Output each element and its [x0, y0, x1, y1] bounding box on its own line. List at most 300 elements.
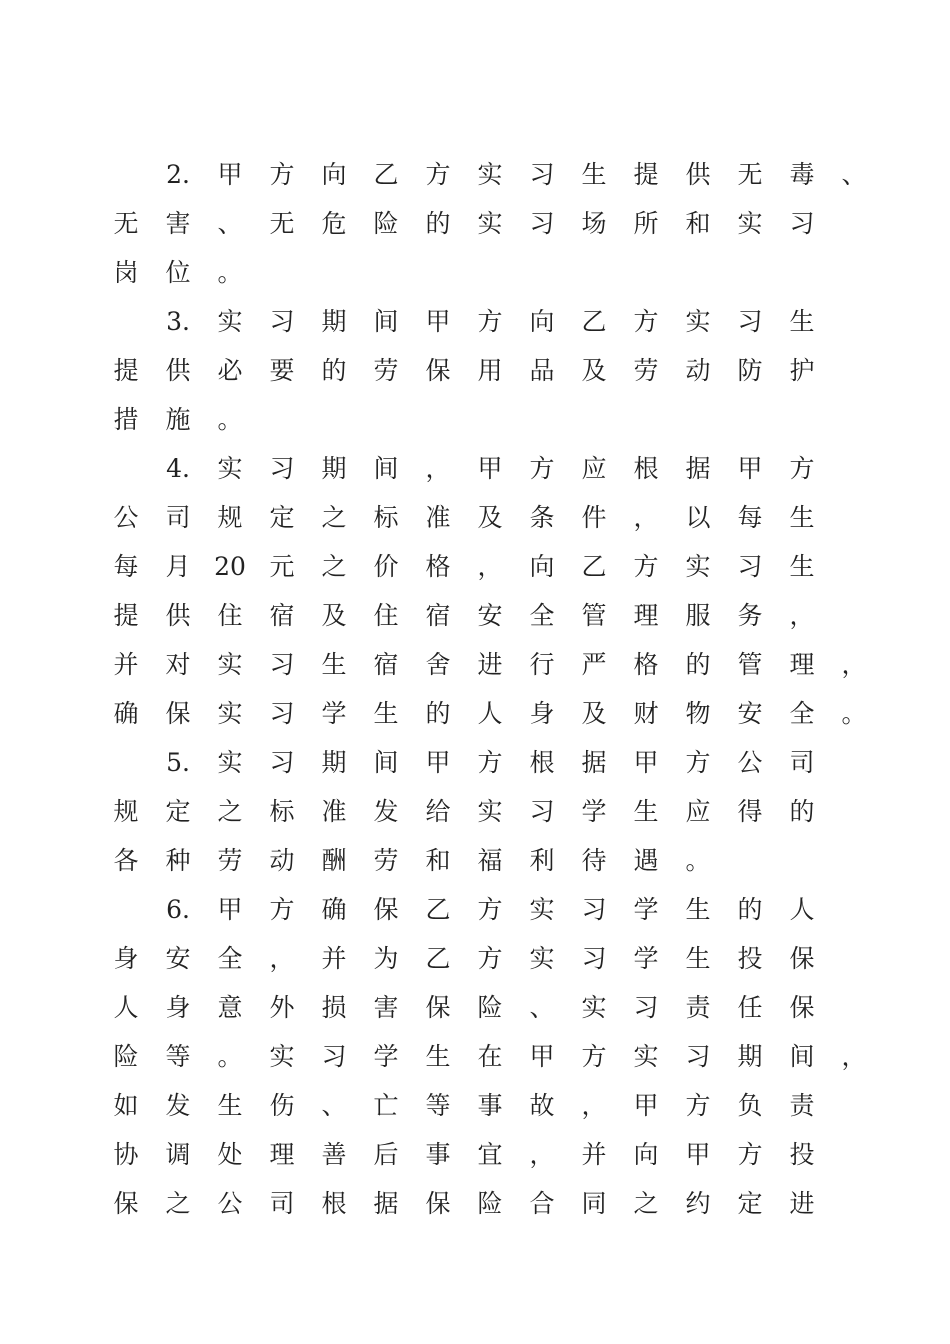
- glyph: 危: [321, 209, 347, 238]
- glyph: 价: [373, 552, 399, 581]
- glyph: 供: [165, 601, 191, 630]
- glyph: 乙: [581, 552, 607, 581]
- line-18: [0, 991, 950, 1040]
- glyph: 位: [165, 258, 191, 287]
- glyph: 安: [165, 944, 191, 973]
- glyph: 生: [789, 503, 815, 532]
- glyph: 无: [737, 160, 763, 189]
- glyph: 险: [477, 993, 503, 1022]
- glyph: 实: [217, 699, 243, 728]
- glyph: 甲: [633, 1091, 659, 1120]
- glyph: 根: [529, 748, 555, 777]
- glyph: 学: [321, 699, 347, 728]
- glyph: 。: [685, 846, 711, 875]
- glyph: 向: [529, 552, 555, 581]
- glyph: 并: [113, 650, 139, 679]
- glyph: 住: [217, 601, 243, 630]
- glyph: 及: [477, 503, 503, 532]
- glyph: 福: [477, 846, 503, 875]
- glyph: 向: [529, 307, 555, 336]
- glyph: 等: [425, 1091, 451, 1120]
- line-20: [0, 1089, 950, 1138]
- line-19: [0, 1040, 950, 1089]
- line-6: [0, 403, 950, 452]
- line-15: [0, 844, 950, 893]
- glyph: 习: [269, 699, 295, 728]
- line-9: [0, 550, 950, 599]
- glyph: 的: [685, 650, 711, 679]
- glyph: ，: [269, 944, 295, 973]
- glyph: 劳: [373, 846, 399, 875]
- glyph: 方: [425, 160, 451, 189]
- glyph: ，: [841, 650, 867, 679]
- glyph: 向: [633, 1140, 659, 1169]
- glyph: 公: [217, 1189, 243, 1218]
- glyph: 习: [737, 552, 763, 581]
- glyph: 和: [685, 209, 711, 238]
- line-3: [0, 256, 950, 305]
- glyph: 方: [477, 895, 503, 924]
- glyph: 伤: [269, 1091, 295, 1120]
- glyph: 期: [321, 307, 347, 336]
- glyph: 习: [737, 307, 763, 336]
- glyph: 进: [789, 1189, 815, 1218]
- glyph: 每: [737, 503, 763, 532]
- glyph: 甲: [633, 748, 659, 777]
- glyph: 毒: [789, 160, 815, 189]
- glyph: 实: [477, 209, 503, 238]
- line-8: [0, 501, 950, 550]
- glyph: 据: [685, 454, 711, 483]
- glyph: 害: [165, 209, 191, 238]
- glyph: 月: [165, 552, 191, 581]
- glyph: 之: [217, 797, 243, 826]
- glyph: 甲: [217, 160, 243, 189]
- glyph: 并: [581, 1140, 607, 1169]
- glyph: 宿: [425, 601, 451, 630]
- glyph: 20: [214, 552, 246, 581]
- glyph: 、: [841, 160, 867, 189]
- glyph: 件: [581, 503, 607, 532]
- glyph: 的: [425, 699, 451, 728]
- glyph: ，: [477, 552, 503, 581]
- line-1: [0, 158, 950, 207]
- glyph: 险: [113, 1042, 139, 1071]
- glyph: 所: [633, 209, 659, 238]
- glyph: 安: [477, 601, 503, 630]
- line-17: [0, 942, 950, 991]
- glyph: 习: [529, 797, 555, 826]
- glyph: 甲: [425, 307, 451, 336]
- glyph: 处: [217, 1140, 243, 1169]
- glyph: 同: [581, 1189, 607, 1218]
- glyph: 实: [477, 160, 503, 189]
- line-13: [0, 746, 950, 795]
- glyph: 发: [165, 1091, 191, 1120]
- glyph: 司: [789, 748, 815, 777]
- glyph: 学: [581, 797, 607, 826]
- glyph: 向: [321, 160, 347, 189]
- glyph: 学: [633, 895, 659, 924]
- glyph: 生: [373, 699, 399, 728]
- glyph: 用: [477, 356, 503, 385]
- glyph: 全: [529, 601, 555, 630]
- glyph: 生: [633, 797, 659, 826]
- glyph: 方: [737, 1140, 763, 1169]
- glyph: 实: [269, 1042, 295, 1071]
- glyph: 全: [217, 944, 243, 973]
- glyph: 宜: [477, 1140, 503, 1169]
- glyph: 定: [269, 503, 295, 532]
- glyph: 生: [685, 944, 711, 973]
- glyph: 供: [685, 160, 711, 189]
- glyph: 学: [373, 1042, 399, 1071]
- glyph: 期: [737, 1042, 763, 1071]
- glyph: 习: [269, 454, 295, 483]
- glyph: 责: [685, 993, 711, 1022]
- glyph: 各: [113, 846, 139, 875]
- glyph: 提: [633, 160, 659, 189]
- glyph: 利: [529, 846, 555, 875]
- glyph: 财: [633, 699, 659, 728]
- glyph: ，: [841, 1042, 867, 1071]
- glyph: 定: [165, 797, 191, 826]
- glyph: 投: [737, 944, 763, 973]
- glyph: 动: [269, 846, 295, 875]
- glyph: 期: [321, 454, 347, 483]
- glyph: 方: [633, 307, 659, 336]
- glyph: 应: [581, 454, 607, 483]
- glyph: 甲: [425, 748, 451, 777]
- glyph: 实: [217, 307, 243, 336]
- glyph: 甲: [529, 1042, 555, 1071]
- glyph: 、: [217, 209, 243, 238]
- glyph: 之: [633, 1189, 659, 1218]
- glyph: 宿: [373, 650, 399, 679]
- glyph: 、: [529, 993, 555, 1022]
- glyph: 及: [581, 699, 607, 728]
- glyph: 标: [269, 797, 295, 826]
- glyph: 实: [217, 650, 243, 679]
- line-10: [0, 599, 950, 648]
- glyph: 准: [425, 503, 451, 532]
- glyph: 对: [165, 650, 191, 679]
- glyph: 劳: [217, 846, 243, 875]
- glyph: 根: [633, 454, 659, 483]
- glyph: 防: [737, 356, 763, 385]
- glyph: 元: [269, 552, 295, 581]
- glyph: 故: [529, 1091, 555, 1120]
- line-5: [0, 354, 950, 403]
- glyph: 间: [373, 307, 399, 336]
- glyph: 间: [373, 454, 399, 483]
- line-4: [0, 305, 950, 354]
- glyph: 护: [789, 356, 815, 385]
- glyph: 5.: [166, 748, 190, 777]
- glyph: 待: [581, 846, 607, 875]
- glyph: 协: [113, 1140, 139, 1169]
- glyph: 习: [529, 209, 555, 238]
- glyph: 司: [269, 1189, 295, 1218]
- line-11: [0, 648, 950, 697]
- line-16: [0, 893, 950, 942]
- glyph: 必: [217, 356, 243, 385]
- glyph: 方: [581, 1042, 607, 1071]
- glyph: 生: [789, 552, 815, 581]
- glyph: 要: [269, 356, 295, 385]
- glyph: 实: [737, 209, 763, 238]
- glyph: 的: [321, 356, 347, 385]
- glyph: 管: [737, 650, 763, 679]
- glyph: 保: [373, 895, 399, 924]
- line-21: [0, 1138, 950, 1187]
- glyph: 条: [529, 503, 555, 532]
- glyph: 管: [581, 601, 607, 630]
- glyph: 2.: [166, 160, 190, 189]
- glyph: 生: [425, 1042, 451, 1071]
- glyph: 等: [165, 1042, 191, 1071]
- glyph: 进: [477, 650, 503, 679]
- glyph: 约: [685, 1189, 711, 1218]
- glyph: 4.: [166, 454, 190, 483]
- glyph: 保: [425, 356, 451, 385]
- glyph: 实: [633, 1042, 659, 1071]
- glyph: 保: [165, 699, 191, 728]
- glyph: 险: [477, 1189, 503, 1218]
- glyph: 身: [165, 993, 191, 1022]
- glyph: 供: [165, 356, 191, 385]
- glyph: 施: [165, 405, 191, 434]
- glyph: 实: [685, 552, 711, 581]
- glyph: 实: [529, 895, 555, 924]
- glyph: 习: [529, 160, 555, 189]
- line-22: [0, 1187, 950, 1236]
- glyph: 习: [269, 650, 295, 679]
- glyph: 乙: [425, 895, 451, 924]
- glyph: 定: [737, 1189, 763, 1218]
- glyph: 方: [269, 160, 295, 189]
- glyph: ，: [581, 1091, 607, 1120]
- glyph: 损: [321, 993, 347, 1022]
- glyph: 方: [633, 552, 659, 581]
- glyph: 以: [685, 503, 711, 532]
- glyph: 保: [113, 1189, 139, 1218]
- glyph: 服: [685, 601, 711, 630]
- glyph: 实: [581, 993, 607, 1022]
- glyph: 习: [789, 209, 815, 238]
- glyph: 保: [789, 944, 815, 973]
- glyph: 全: [789, 699, 815, 728]
- glyph: 的: [789, 797, 815, 826]
- glyph: 在: [477, 1042, 503, 1071]
- glyph: 、: [321, 1091, 347, 1120]
- glyph: 保: [425, 993, 451, 1022]
- glyph: 务: [737, 601, 763, 630]
- glyph: 身: [529, 699, 555, 728]
- glyph: 甲: [477, 454, 503, 483]
- glyph: 动: [685, 356, 711, 385]
- glyph: 住: [373, 601, 399, 630]
- glyph: 乙: [373, 160, 399, 189]
- glyph: 习: [321, 1042, 347, 1071]
- glyph: 责: [789, 1091, 815, 1120]
- glyph: 根: [321, 1189, 347, 1218]
- glyph: 险: [373, 209, 399, 238]
- glyph: 提: [113, 356, 139, 385]
- glyph: 每: [113, 552, 139, 581]
- glyph: 实: [529, 944, 555, 973]
- glyph: 保: [789, 993, 815, 1022]
- glyph: 劳: [373, 356, 399, 385]
- glyph: 为: [373, 944, 399, 973]
- line-7: [0, 452, 950, 501]
- glyph: 3.: [166, 307, 190, 336]
- glyph: ，: [633, 503, 659, 532]
- glyph: 舍: [425, 650, 451, 679]
- glyph: 保: [425, 1189, 451, 1218]
- glyph: 确: [321, 895, 347, 924]
- glyph: 方: [529, 454, 555, 483]
- glyph: 甲: [737, 454, 763, 483]
- glyph: 学: [633, 944, 659, 973]
- glyph: 据: [581, 748, 607, 777]
- glyph: 的: [737, 895, 763, 924]
- glyph: 生: [685, 895, 711, 924]
- glyph: 事: [425, 1140, 451, 1169]
- glyph: 方: [477, 944, 503, 973]
- glyph: 害: [373, 993, 399, 1022]
- glyph: 应: [685, 797, 711, 826]
- glyph: 公: [737, 748, 763, 777]
- glyph: 。: [217, 1042, 243, 1071]
- glyph: 安: [737, 699, 763, 728]
- glyph: 种: [165, 846, 191, 875]
- glyph: 规: [217, 503, 243, 532]
- glyph: 间: [789, 1042, 815, 1071]
- glyph: 后: [373, 1140, 399, 1169]
- glyph: 生: [217, 1091, 243, 1120]
- line-2: [0, 207, 950, 256]
- glyph: 规: [113, 797, 139, 826]
- glyph: 方: [685, 748, 711, 777]
- glyph: 标: [373, 503, 399, 532]
- glyph: 岗: [113, 258, 139, 287]
- glyph: 准: [321, 797, 347, 826]
- glyph: 品: [529, 356, 555, 385]
- glyph: 间: [373, 748, 399, 777]
- glyph: 6.: [166, 895, 190, 924]
- glyph: 习: [581, 944, 607, 973]
- glyph: 甲: [217, 895, 243, 924]
- glyph: 得: [737, 797, 763, 826]
- glyph: 实: [477, 797, 503, 826]
- glyph: 实: [217, 748, 243, 777]
- glyph: ，: [789, 601, 815, 630]
- glyph: 严: [581, 650, 607, 679]
- glyph: 提: [113, 601, 139, 630]
- glyph: 生: [321, 650, 347, 679]
- glyph: 。: [217, 258, 243, 287]
- glyph: 生: [789, 307, 815, 336]
- glyph: 外: [269, 993, 295, 1022]
- glyph: 无: [113, 209, 139, 238]
- glyph: 亡: [373, 1091, 399, 1120]
- glyph: 措: [113, 405, 139, 434]
- glyph: 。: [217, 405, 243, 434]
- glyph: 之: [165, 1189, 191, 1218]
- glyph: 人: [477, 699, 503, 728]
- glyph: 行: [529, 650, 555, 679]
- line-12: [0, 697, 950, 746]
- glyph: 。: [841, 699, 867, 728]
- glyph: 实: [217, 454, 243, 483]
- glyph: 及: [581, 356, 607, 385]
- glyph: 确: [113, 699, 139, 728]
- glyph: 调: [165, 1140, 191, 1169]
- glyph: 宿: [269, 601, 295, 630]
- glyph: 习: [685, 1042, 711, 1071]
- glyph: 理: [633, 601, 659, 630]
- glyph: 合: [529, 1189, 555, 1218]
- glyph: 乙: [581, 307, 607, 336]
- glyph: 发: [373, 797, 399, 826]
- glyph: 习: [581, 895, 607, 924]
- glyph: 司: [165, 503, 191, 532]
- glyph: 方: [477, 307, 503, 336]
- glyph: 之: [321, 503, 347, 532]
- glyph: 方: [685, 1091, 711, 1120]
- glyph: 如: [113, 1091, 139, 1120]
- glyph: 物: [685, 699, 711, 728]
- glyph: 方: [269, 895, 295, 924]
- glyph: 公: [113, 503, 139, 532]
- glyph: 据: [373, 1189, 399, 1218]
- glyph: 遇: [633, 846, 659, 875]
- glyph: 习: [269, 307, 295, 336]
- glyph: 的: [425, 209, 451, 238]
- glyph: 及: [321, 601, 347, 630]
- glyph: 人: [789, 895, 815, 924]
- glyph: 格: [425, 552, 451, 581]
- glyph: 善: [321, 1140, 347, 1169]
- glyph: 生: [581, 160, 607, 189]
- glyph: 场: [581, 209, 607, 238]
- glyph: 无: [269, 209, 295, 238]
- glyph: ，: [529, 1140, 555, 1169]
- glyph: 人: [113, 993, 139, 1022]
- glyph: 负: [737, 1091, 763, 1120]
- glyph: 方: [477, 748, 503, 777]
- glyph: 劳: [633, 356, 659, 385]
- glyph: 酬: [321, 846, 347, 875]
- glyph: 之: [321, 552, 347, 581]
- glyph: 理: [789, 650, 815, 679]
- glyph: 期: [321, 748, 347, 777]
- glyph: 甲: [685, 1140, 711, 1169]
- glyph: 习: [633, 993, 659, 1022]
- glyph: 实: [685, 307, 711, 336]
- line-14: [0, 795, 950, 844]
- glyph: 投: [789, 1140, 815, 1169]
- glyph: 和: [425, 846, 451, 875]
- glyph: 意: [217, 993, 243, 1022]
- glyph: ，: [425, 454, 451, 483]
- glyph: 乙: [425, 944, 451, 973]
- glyph: 格: [633, 650, 659, 679]
- glyph: 习: [269, 748, 295, 777]
- glyph: 身: [113, 944, 139, 973]
- glyph: 并: [321, 944, 347, 973]
